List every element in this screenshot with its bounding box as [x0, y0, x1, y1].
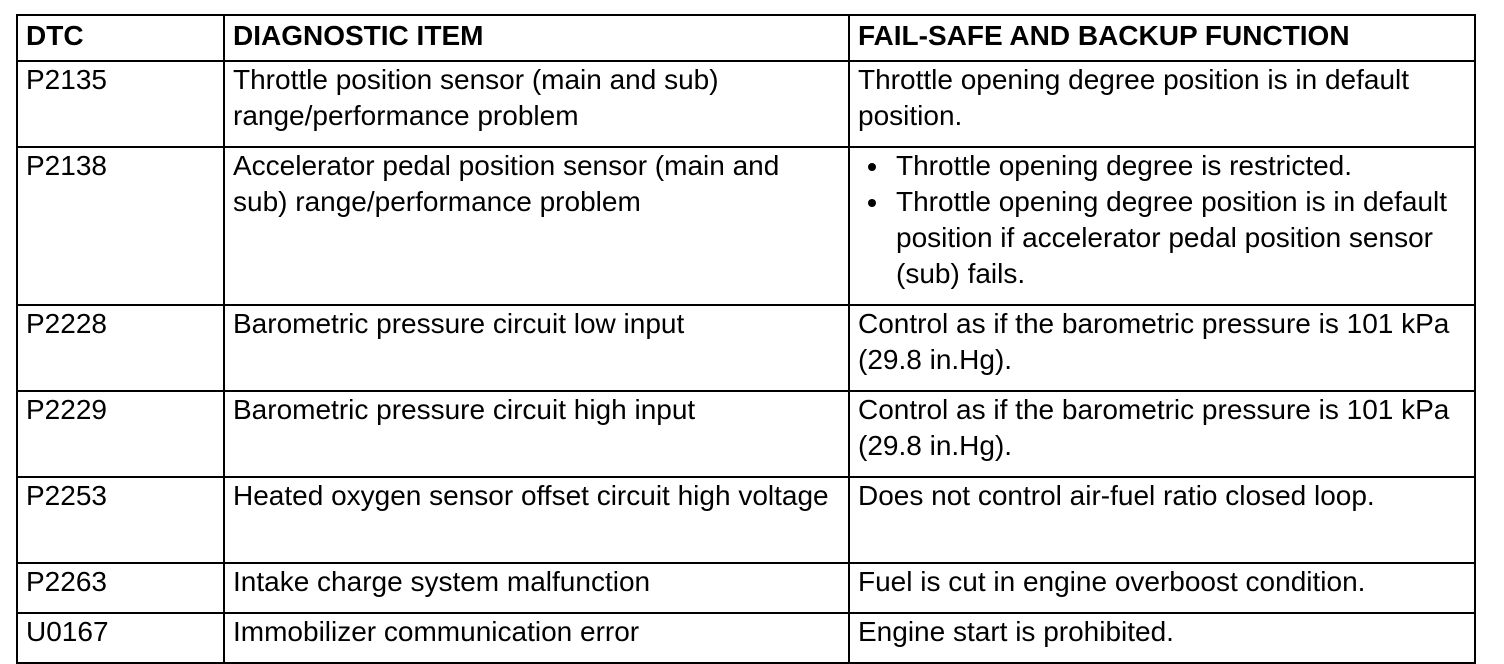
diagnostic-item: Immobilizer communication error	[224, 613, 849, 663]
table-row	[17, 391, 1475, 477]
failsafe-function: Throttle opening degree position is in default position.	[849, 61, 1475, 147]
dtc-code: P2263	[17, 563, 224, 613]
failsafe-bullet: Throttle opening degree position is in default position if accelerator pedal position sensor (sub) fails.	[896, 184, 1466, 292]
header-diagnostic-item: DIAGNOSTIC ITEM	[224, 15, 849, 61]
dtc-code: U0167	[17, 613, 224, 663]
table-row	[17, 147, 1475, 305]
diagnostic-item: Intake charge system malfunction	[224, 563, 849, 613]
table-row	[17, 613, 1475, 663]
dtc-code: P2253	[17, 477, 224, 563]
diagnostic-item: Barometric pressure circuit low input	[224, 305, 849, 391]
diagnostic-item: Throttle position sensor (main and sub) range/performance problem	[224, 61, 849, 147]
table-row	[17, 477, 1475, 563]
failsafe-function: Fuel is cut in engine overboost condition.	[849, 563, 1475, 613]
header-dtc: DTC	[17, 15, 224, 61]
header-row	[17, 15, 1475, 61]
failsafe-function	[849, 147, 1475, 305]
table-row	[17, 305, 1475, 391]
dtc-code: P2229	[17, 391, 224, 477]
table-row	[17, 563, 1475, 613]
dtc-failsafe-table	[16, 14, 1476, 664]
table-row	[17, 61, 1475, 147]
failsafe-bullet: Throttle opening degree is restricted.	[896, 148, 1466, 184]
failsafe-function: Engine start is prohibited.	[849, 613, 1475, 663]
failsafe-function: Does not control air-fuel ratio closed loop.	[849, 477, 1475, 563]
dtc-code: P2135	[17, 61, 224, 147]
failsafe-function: Control as if the barometric pressure is 101 kPa (29.8 in.Hg).	[849, 305, 1475, 391]
dtc-code: P2228	[17, 305, 224, 391]
failsafe-bullet-list	[858, 148, 1466, 292]
failsafe-function: Control as if the barometric pressure is 101 kPa (29.8 in.Hg).	[849, 391, 1475, 477]
dtc-code: P2138	[17, 147, 224, 305]
diagnostic-item: Heated oxygen sensor offset circuit high voltage	[224, 477, 849, 563]
diagnostic-item: Barometric pressure circuit high input	[224, 391, 849, 477]
header-failsafe: FAIL-SAFE AND BACKUP FUNCTION	[849, 15, 1475, 61]
diagnostic-item: Accelerator pedal position sensor (main and sub) range/performance problem	[224, 147, 849, 305]
